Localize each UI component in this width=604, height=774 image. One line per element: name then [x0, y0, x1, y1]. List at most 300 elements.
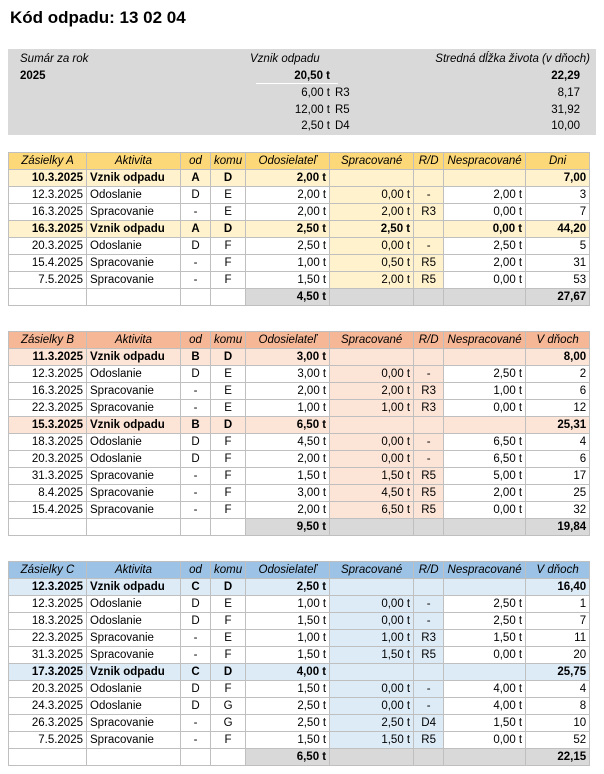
cell-days: 25,75 — [526, 664, 590, 681]
cell-days: 25,31 — [526, 417, 590, 434]
cell-rd: - — [414, 238, 444, 255]
cell-unprocessed: 1,50 t — [444, 715, 526, 732]
cell-days: 1 — [526, 596, 590, 613]
breakdown-amount: 12,00 t — [294, 104, 330, 116]
cell-from: A — [181, 221, 211, 238]
cell-to: G — [211, 698, 246, 715]
cell-days: 6 — [526, 451, 590, 468]
cell-unprocessed: 4,00 t — [444, 698, 526, 715]
cell-unprocessed: 1,00 t — [444, 383, 526, 400]
total-days: 22,15 — [526, 749, 590, 766]
cell-sender: 2,00 t — [246, 187, 330, 204]
cell-unprocessed: 2,50 t — [444, 238, 526, 255]
column-header-unprocessed: Nespracované — [444, 332, 526, 349]
cell-processed: 0,00 t — [330, 434, 414, 451]
table-header-row — [9, 153, 590, 170]
cell-days: 17 — [526, 468, 590, 485]
column-header-to: komu — [211, 332, 246, 349]
shipments-table-c — [8, 561, 590, 766]
cell-rd: R3 — [414, 400, 444, 417]
column-header-from: od — [181, 332, 211, 349]
cell-sender: 2,50 t — [246, 698, 330, 715]
cell-from: D — [181, 238, 211, 255]
table-row — [9, 630, 590, 647]
cell-sender: 1,00 t — [246, 630, 330, 647]
cell-unprocessed: 0,00 t — [444, 647, 526, 664]
cell-activity: Spracovanie — [87, 485, 181, 502]
cell-days: 3 — [526, 187, 590, 204]
group-row — [9, 170, 590, 187]
cell-activity: Spracovanie — [87, 400, 181, 417]
total-empty — [87, 749, 181, 766]
cell-date: 20.3.2025 — [9, 238, 87, 255]
total-empty — [211, 519, 246, 536]
table-row — [9, 272, 590, 289]
cell-activity: Spracovanie — [87, 732, 181, 749]
cell-from: - — [181, 400, 211, 417]
shipments-table-a — [8, 152, 590, 306]
cell-rd: R5 — [414, 732, 444, 749]
cell-sender: 2,00 t — [246, 170, 330, 187]
cell-rd: - — [414, 187, 444, 204]
total-empty — [211, 289, 246, 306]
breakdown-days: 10,00 — [551, 120, 580, 132]
total-row — [9, 289, 590, 306]
cell-unprocessed: 1,50 t — [444, 630, 526, 647]
cell-from: D — [181, 596, 211, 613]
cell-days: 16,40 — [526, 579, 590, 596]
breakdown-days: 8,17 — [557, 87, 580, 99]
cell-days: 2 — [526, 366, 590, 383]
cell-processed: 0,00 t — [330, 681, 414, 698]
cell-to: D — [211, 221, 246, 238]
cell-date: 10.3.2025 — [9, 170, 87, 187]
cell-sender: 1,50 t — [246, 647, 330, 664]
table-row — [9, 596, 590, 613]
cell-date: 16.3.2025 — [9, 221, 87, 238]
cell-rd: - — [414, 613, 444, 630]
cell-from: D — [181, 613, 211, 630]
cell-processed: 6,50 t — [330, 502, 414, 519]
total-spacer — [414, 519, 444, 536]
cell-unprocessed: 0,00 t — [444, 400, 526, 417]
cell-from: D — [181, 451, 211, 468]
cell-from: - — [181, 468, 211, 485]
cell-processed: 0,00 t — [330, 698, 414, 715]
cell-processed: 0,00 t — [330, 187, 414, 204]
cell-rd: R5 — [414, 502, 444, 519]
cell-sender: 3,00 t — [246, 366, 330, 383]
column-header-date: Zásielky C — [9, 562, 87, 579]
cell-date: 31.3.2025 — [9, 468, 87, 485]
total-row — [9, 519, 590, 536]
table-header-row — [9, 332, 590, 349]
cell-from: D — [181, 366, 211, 383]
cell-activity: Spracovanie — [87, 204, 181, 221]
cell-unprocessed: 2,00 t — [444, 255, 526, 272]
cell-activity: Vznik odpadu — [87, 417, 181, 434]
page-title: Kód odpadu: 13 02 04 — [10, 8, 186, 27]
cell-rd — [414, 349, 444, 366]
total-spacer — [444, 749, 526, 766]
cell-unprocessed: 6,50 t — [444, 451, 526, 468]
cell-rd: - — [414, 434, 444, 451]
breakdown-amount: 2,50 t — [301, 120, 330, 132]
cell-sender: 3,00 t — [246, 349, 330, 366]
cell-from: C — [181, 579, 211, 596]
cell-to: E — [211, 630, 246, 647]
table-row — [9, 238, 590, 255]
cell-from: - — [181, 715, 211, 732]
column-header-days: V dňoch — [526, 332, 590, 349]
cell-days: 32 — [526, 502, 590, 519]
cell-to: D — [211, 170, 246, 187]
breakdown-code: R3 — [335, 87, 350, 99]
vznik-total: 20,50 t — [294, 70, 330, 82]
summary-breakdown-row — [8, 85, 596, 102]
cell-date: 20.3.2025 — [9, 681, 87, 698]
cell-unprocessed: 5,00 t — [444, 468, 526, 485]
shipments-table-b — [8, 331, 590, 536]
cell-date: 22.3.2025 — [9, 630, 87, 647]
cell-to: F — [211, 434, 246, 451]
cell-days: 44,20 — [526, 221, 590, 238]
breakdown-days: 31,92 — [551, 104, 580, 116]
cell-date: 11.3.2025 — [9, 349, 87, 366]
cell-sender: 4,00 t — [246, 664, 330, 681]
table-row — [9, 698, 590, 715]
cell-to: D — [211, 664, 246, 681]
cell-processed: 1,00 t — [330, 630, 414, 647]
cell-sender: 1,00 t — [246, 596, 330, 613]
summary-header-row — [8, 51, 596, 68]
cell-to: E — [211, 596, 246, 613]
cell-from: - — [181, 255, 211, 272]
cell-to: F — [211, 485, 246, 502]
cell-activity: Spracovanie — [87, 502, 181, 519]
cell-processed: 0,00 t — [330, 596, 414, 613]
column-header-to: komu — [211, 562, 246, 579]
group-row — [9, 417, 590, 434]
cell-activity: Spracovanie — [87, 647, 181, 664]
cell-unprocessed — [444, 349, 526, 366]
cell-unprocessed: 2,00 t — [444, 187, 526, 204]
cell-processed: 0,00 t — [330, 613, 414, 630]
cell-processed: 0,00 t — [330, 238, 414, 255]
cell-unprocessed: 6,50 t — [444, 434, 526, 451]
column-header-from: od — [181, 562, 211, 579]
cell-sender: 1,50 t — [246, 468, 330, 485]
cell-from: - — [181, 383, 211, 400]
cell-processed: 0,50 t — [330, 255, 414, 272]
cell-from: D — [181, 698, 211, 715]
breakdown-amount: 6,00 t — [301, 87, 330, 99]
cell-to: F — [211, 681, 246, 698]
cell-activity: Vznik odpadu — [87, 664, 181, 681]
cell-date: 15.3.2025 — [9, 417, 87, 434]
cell-processed: 1,50 t — [330, 468, 414, 485]
cell-activity: Vznik odpadu — [87, 349, 181, 366]
cell-rd: R5 — [414, 255, 444, 272]
cell-sender: 1,00 t — [246, 400, 330, 417]
column-header-to: komu — [211, 153, 246, 170]
table-row — [9, 502, 590, 519]
cell-days: 6 — [526, 383, 590, 400]
cell-days: 8,00 — [526, 349, 590, 366]
cell-activity: Spracovanie — [87, 468, 181, 485]
cell-processed: 0,00 t — [330, 451, 414, 468]
total-empty — [181, 749, 211, 766]
cell-date: 12.3.2025 — [9, 366, 87, 383]
table-row — [9, 681, 590, 698]
cell-activity: Odoslanie — [87, 451, 181, 468]
group-row — [9, 221, 590, 238]
cell-unprocessed: 0,00 t — [444, 732, 526, 749]
cell-to: D — [211, 417, 246, 434]
cell-date: 15.4.2025 — [9, 502, 87, 519]
cell-to: F — [211, 238, 246, 255]
table-row — [9, 400, 590, 417]
cell-sender: 2,00 t — [246, 502, 330, 519]
cell-from: B — [181, 417, 211, 434]
cell-processed: 2,00 t — [330, 272, 414, 289]
total-sender: 9,50 t — [246, 519, 330, 536]
total-empty — [9, 519, 87, 536]
cell-unprocessed: 0,00 t — [444, 204, 526, 221]
cell-date: 16.3.2025 — [9, 383, 87, 400]
column-header-activity: Aktivita — [87, 332, 181, 349]
column-header-sender: Odosielateľ — [246, 332, 330, 349]
cell-processed: 2,00 t — [330, 383, 414, 400]
breakdown-code: D4 — [335, 120, 350, 132]
column-header-processed: Spracované — [330, 153, 414, 170]
cell-to: F — [211, 502, 246, 519]
cell-to: E — [211, 204, 246, 221]
cell-unprocessed: 2,50 t — [444, 613, 526, 630]
table-row — [9, 732, 590, 749]
cell-processed: 0,00 t — [330, 366, 414, 383]
cell-activity: Odoslanie — [87, 596, 181, 613]
cell-to: F — [211, 255, 246, 272]
column-header-rd: R/D — [414, 332, 444, 349]
total-sender: 6,50 t — [246, 749, 330, 766]
total-spacer — [414, 289, 444, 306]
column-header-date: Zásielky B — [9, 332, 87, 349]
column-header-processed: Spracované — [330, 562, 414, 579]
column-header-days: Dni — [526, 153, 590, 170]
total-days: 19,84 — [526, 519, 590, 536]
table-row — [9, 451, 590, 468]
cell-days: 31 — [526, 255, 590, 272]
table-row — [9, 383, 590, 400]
cell-activity: Spracovanie — [87, 272, 181, 289]
cell-unprocessed: 2,50 t — [444, 596, 526, 613]
cell-to: E — [211, 400, 246, 417]
cell-days: 20 — [526, 647, 590, 664]
cell-activity: Spracovanie — [87, 255, 181, 272]
cell-rd: - — [414, 451, 444, 468]
cell-activity: Vznik odpadu — [87, 170, 181, 187]
cell-sender: 1,00 t — [246, 255, 330, 272]
cell-from: - — [181, 647, 211, 664]
total-row — [9, 749, 590, 766]
cell-to: F — [211, 272, 246, 289]
cell-activity: Odoslanie — [87, 238, 181, 255]
column-header-from: od — [181, 153, 211, 170]
cell-activity: Odoslanie — [87, 187, 181, 204]
cell-processed — [330, 579, 414, 596]
cell-processed — [330, 349, 414, 366]
cell-sender: 1,50 t — [246, 613, 330, 630]
cell-unprocessed — [444, 579, 526, 596]
group-row — [9, 664, 590, 681]
cell-to: F — [211, 468, 246, 485]
cell-date: 7.5.2025 — [9, 272, 87, 289]
cell-from: - — [181, 272, 211, 289]
column-header-sender: Odosielateľ — [246, 153, 330, 170]
cell-days: 4 — [526, 434, 590, 451]
cell-activity: Vznik odpadu — [87, 221, 181, 238]
cell-sender: 1,50 t — [246, 272, 330, 289]
cell-processed: 2,50 t — [330, 715, 414, 732]
cell-activity: Spracovanie — [87, 715, 181, 732]
cell-sender: 6,50 t — [246, 417, 330, 434]
cell-rd: R5 — [414, 647, 444, 664]
cell-activity: Odoslanie — [87, 698, 181, 715]
table-header-row — [9, 562, 590, 579]
column-header-rd: R/D — [414, 153, 444, 170]
total-spacer — [444, 289, 526, 306]
total-empty — [211, 749, 246, 766]
cell-to: F — [211, 647, 246, 664]
total-spacer — [330, 519, 414, 536]
cell-from: - — [181, 204, 211, 221]
column-header-unprocessed: Nespracované — [444, 562, 526, 579]
cell-sender: 2,50 t — [246, 579, 330, 596]
cell-processed: 1,50 t — [330, 732, 414, 749]
cell-date: 12.3.2025 — [9, 579, 87, 596]
cell-date: 17.3.2025 — [9, 664, 87, 681]
cell-from: - — [181, 485, 211, 502]
cell-processed: 2,00 t — [330, 204, 414, 221]
total-spacer — [330, 749, 414, 766]
cell-date: 31.3.2025 — [9, 647, 87, 664]
vznik-label: Vznik odpadu — [250, 53, 320, 65]
cell-sender: 1,50 t — [246, 732, 330, 749]
total-empty — [87, 289, 181, 306]
cell-from: D — [181, 681, 211, 698]
breakdown-code: R5 — [335, 104, 350, 116]
table-row — [9, 187, 590, 204]
cell-sender: 2,50 t — [246, 715, 330, 732]
table-row — [9, 647, 590, 664]
cell-activity: Odoslanie — [87, 434, 181, 451]
column-header-date: Zásielky A — [9, 153, 87, 170]
group-row — [9, 349, 590, 366]
cell-days: 12 — [526, 400, 590, 417]
cell-days: 10 — [526, 715, 590, 732]
table-row — [9, 366, 590, 383]
cell-sender: 3,00 t — [246, 485, 330, 502]
cell-unprocessed: 2,00 t — [444, 485, 526, 502]
cell-date: 22.3.2025 — [9, 400, 87, 417]
cell-from: A — [181, 170, 211, 187]
summary-divider — [256, 83, 338, 84]
cell-days: 52 — [526, 732, 590, 749]
cell-days: 7 — [526, 204, 590, 221]
cell-date: 12.3.2025 — [9, 187, 87, 204]
cell-date: 12.3.2025 — [9, 596, 87, 613]
cell-to: E — [211, 383, 246, 400]
total-spacer — [414, 749, 444, 766]
cell-date: 16.3.2025 — [9, 204, 87, 221]
total-spacer — [444, 519, 526, 536]
cell-rd — [414, 579, 444, 596]
group-row — [9, 579, 590, 596]
cell-from: C — [181, 664, 211, 681]
column-header-sender: Odosielateľ — [246, 562, 330, 579]
cell-rd — [414, 417, 444, 434]
cell-processed — [330, 417, 414, 434]
total-empty — [181, 289, 211, 306]
cell-date: 18.3.2025 — [9, 434, 87, 451]
life-total: 22,29 — [551, 70, 580, 82]
year-summary — [8, 49, 596, 135]
table-row — [9, 613, 590, 630]
cell-to: D — [211, 349, 246, 366]
cell-days: 53 — [526, 272, 590, 289]
cell-rd: D4 — [414, 715, 444, 732]
cell-date: 8.4.2025 — [9, 485, 87, 502]
cell-sender: 1,50 t — [246, 681, 330, 698]
cell-sender: 2,00 t — [246, 204, 330, 221]
cell-rd — [414, 170, 444, 187]
cell-rd: R5 — [414, 272, 444, 289]
cell-rd: - — [414, 698, 444, 715]
cell-to: E — [211, 187, 246, 204]
cell-from: - — [181, 502, 211, 519]
cell-date: 18.3.2025 — [9, 613, 87, 630]
cell-activity: Spracovanie — [87, 383, 181, 400]
cell-to: E — [211, 366, 246, 383]
cell-unprocessed: 2,50 t — [444, 366, 526, 383]
cell-days: 8 — [526, 698, 590, 715]
cell-unprocessed: 4,00 t — [444, 681, 526, 698]
cell-date: 26.3.2025 — [9, 715, 87, 732]
total-empty — [181, 519, 211, 536]
cell-to: G — [211, 715, 246, 732]
total-spacer — [330, 289, 414, 306]
cell-days: 11 — [526, 630, 590, 647]
cell-days: 4 — [526, 681, 590, 698]
cell-to: D — [211, 579, 246, 596]
cell-sender: 2,50 t — [246, 238, 330, 255]
cell-to: F — [211, 732, 246, 749]
cell-processed — [330, 664, 414, 681]
column-header-unprocessed: Nespracované — [444, 153, 526, 170]
cell-sender: 2,00 t — [246, 383, 330, 400]
total-empty — [9, 749, 87, 766]
cell-processed — [330, 170, 414, 187]
cell-processed: 2,50 t — [330, 221, 414, 238]
summary-year: 2025 — [20, 70, 46, 82]
cell-days: 25 — [526, 485, 590, 502]
cell-rd: R5 — [414, 468, 444, 485]
cell-from: - — [181, 630, 211, 647]
table-row — [9, 485, 590, 502]
cell-processed: 4,50 t — [330, 485, 414, 502]
cell-unprocessed — [444, 664, 526, 681]
